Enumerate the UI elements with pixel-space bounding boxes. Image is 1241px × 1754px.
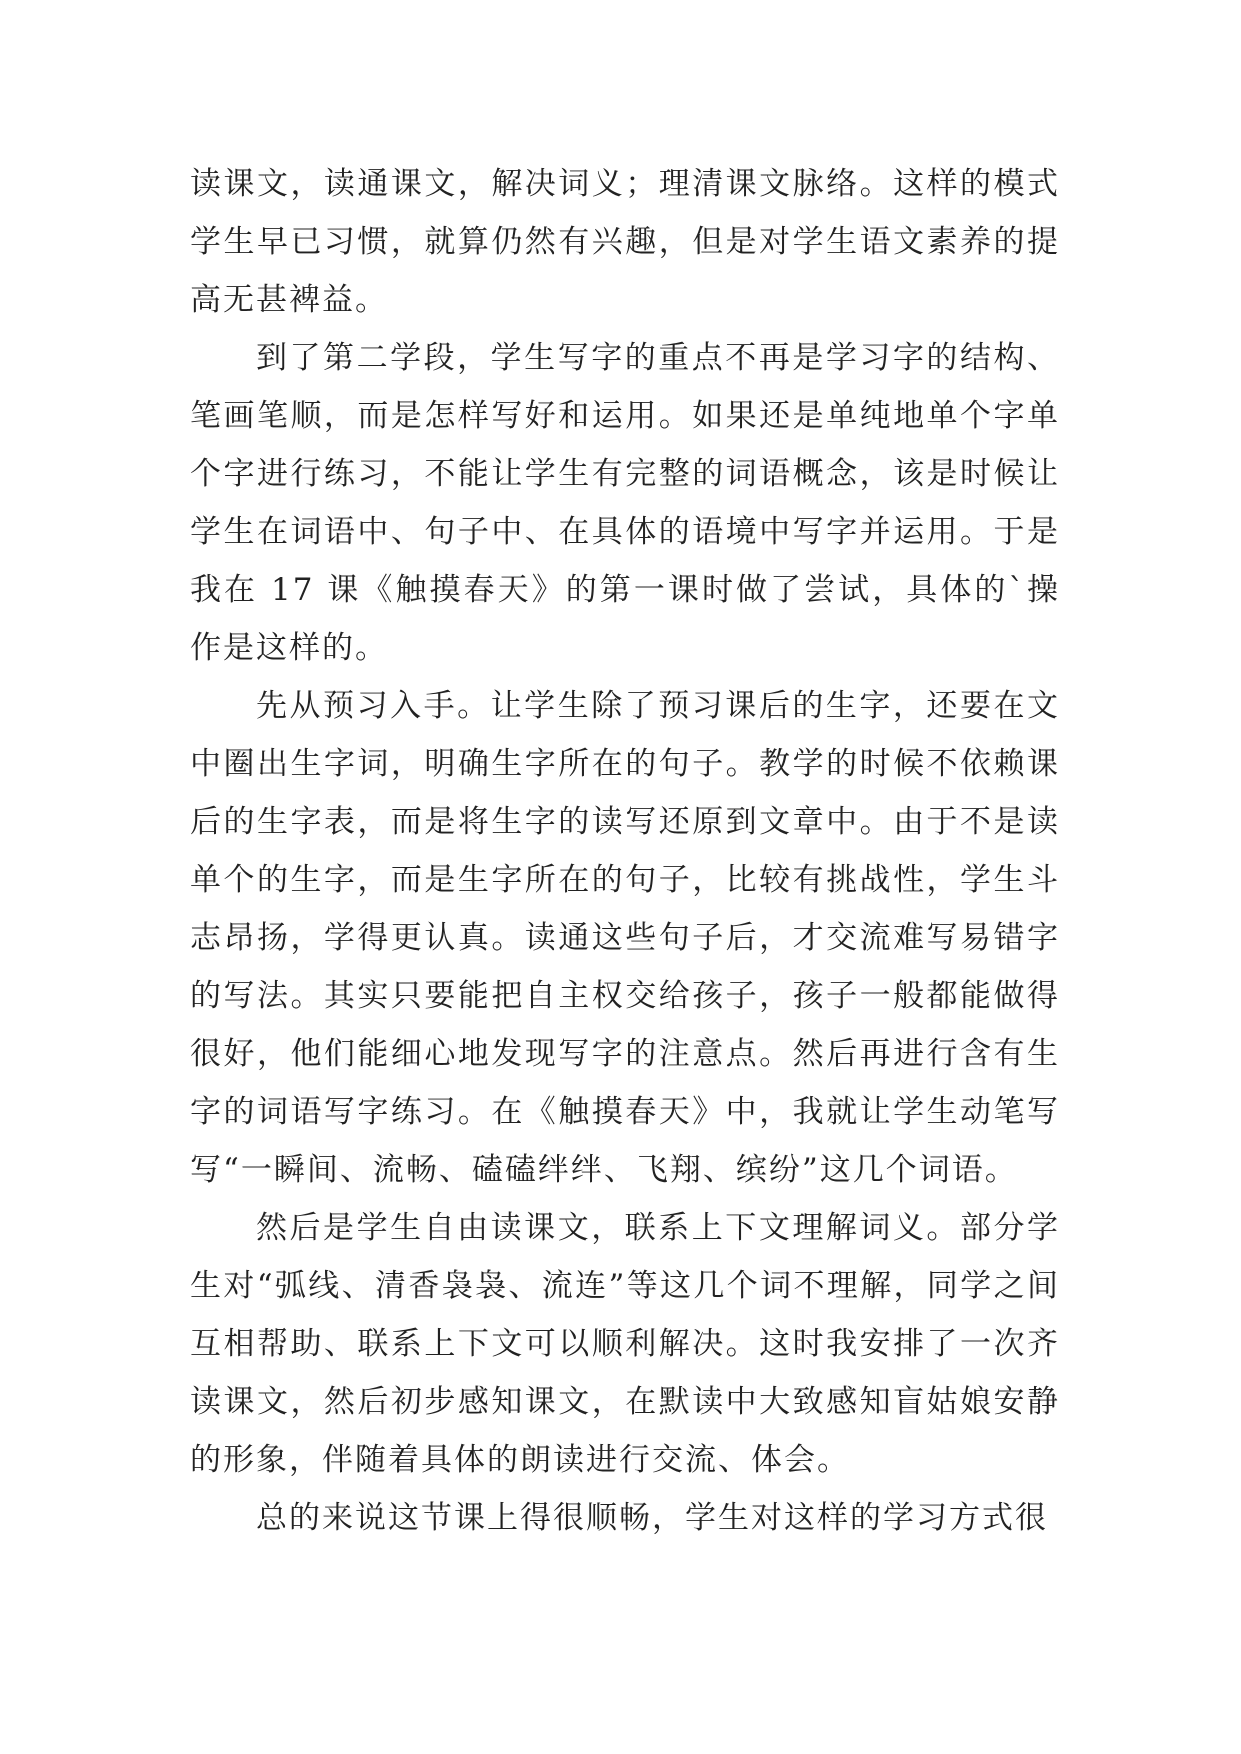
paragraph-preview: 先从预习入手。让学生除了预习课后的生字，还要在文中圈出生字词，明确生字所在的句子。教学的时候不依赖课后的生字表，而是将生字的读写还原到文章中。由于不是读单个的生字，而是生字所在的句子，比较有挑战性，学生斗志昂扬，学得更认真。读通这些句子后，才交流难写易错字的写法。其实只要能把自主权交给孩子，孩子一般都能做得很好，他们能细心地发现写字的注意点。然后再进行含有生字的词语写字练习。在《触摸春天》中，我就让学生动笔写写“一瞬间、流畅、磕磕绊绊、飞翔、缤纷”这几个词语。 — [190, 688, 1060, 1188]
paragraph-free-reading: 然后是学生自由读课文，联系上下文理解词义。部分学生对“弧线、清香袅袅、流连”等这几个词不理解，同学之间互相帮助、联系上下文可以顺利解决。这时我安排了一次齐读课文，然后初步感知课文，在默读中大致感知盲姑娘安静的形象，伴随着具体的朗读进行交流、体会。 — [190, 1210, 1060, 1478]
paragraph-summary: 总的来说这节课上得很顺畅，学生对这样的学习方式很 — [256, 1500, 1048, 1536]
body-text — [190, 155, 1060, 1547]
paragraph-continuation: 读课文，读通课文，解决词义；理清课文脉络。这样的模式学生早已习惯，就算仍然有兴趣，但是对学生语文素养的提高无甚裨益。 — [190, 166, 1060, 318]
paragraph-writing-focus: 到了第二学段，学生写字的重点不再是学习字的结构、笔画笔顺，而是怎样写好和运用。如果还是单纯地单个字单个字进行练习，不能让学生有完整的词语概念，该是时候让学生在词语中、句子中、在具体的语境中写字并运用。于是我在 17 课《触摸春天》的第一课时做了尝试，具体的`操作是这样的。 — [190, 340, 1060, 666]
